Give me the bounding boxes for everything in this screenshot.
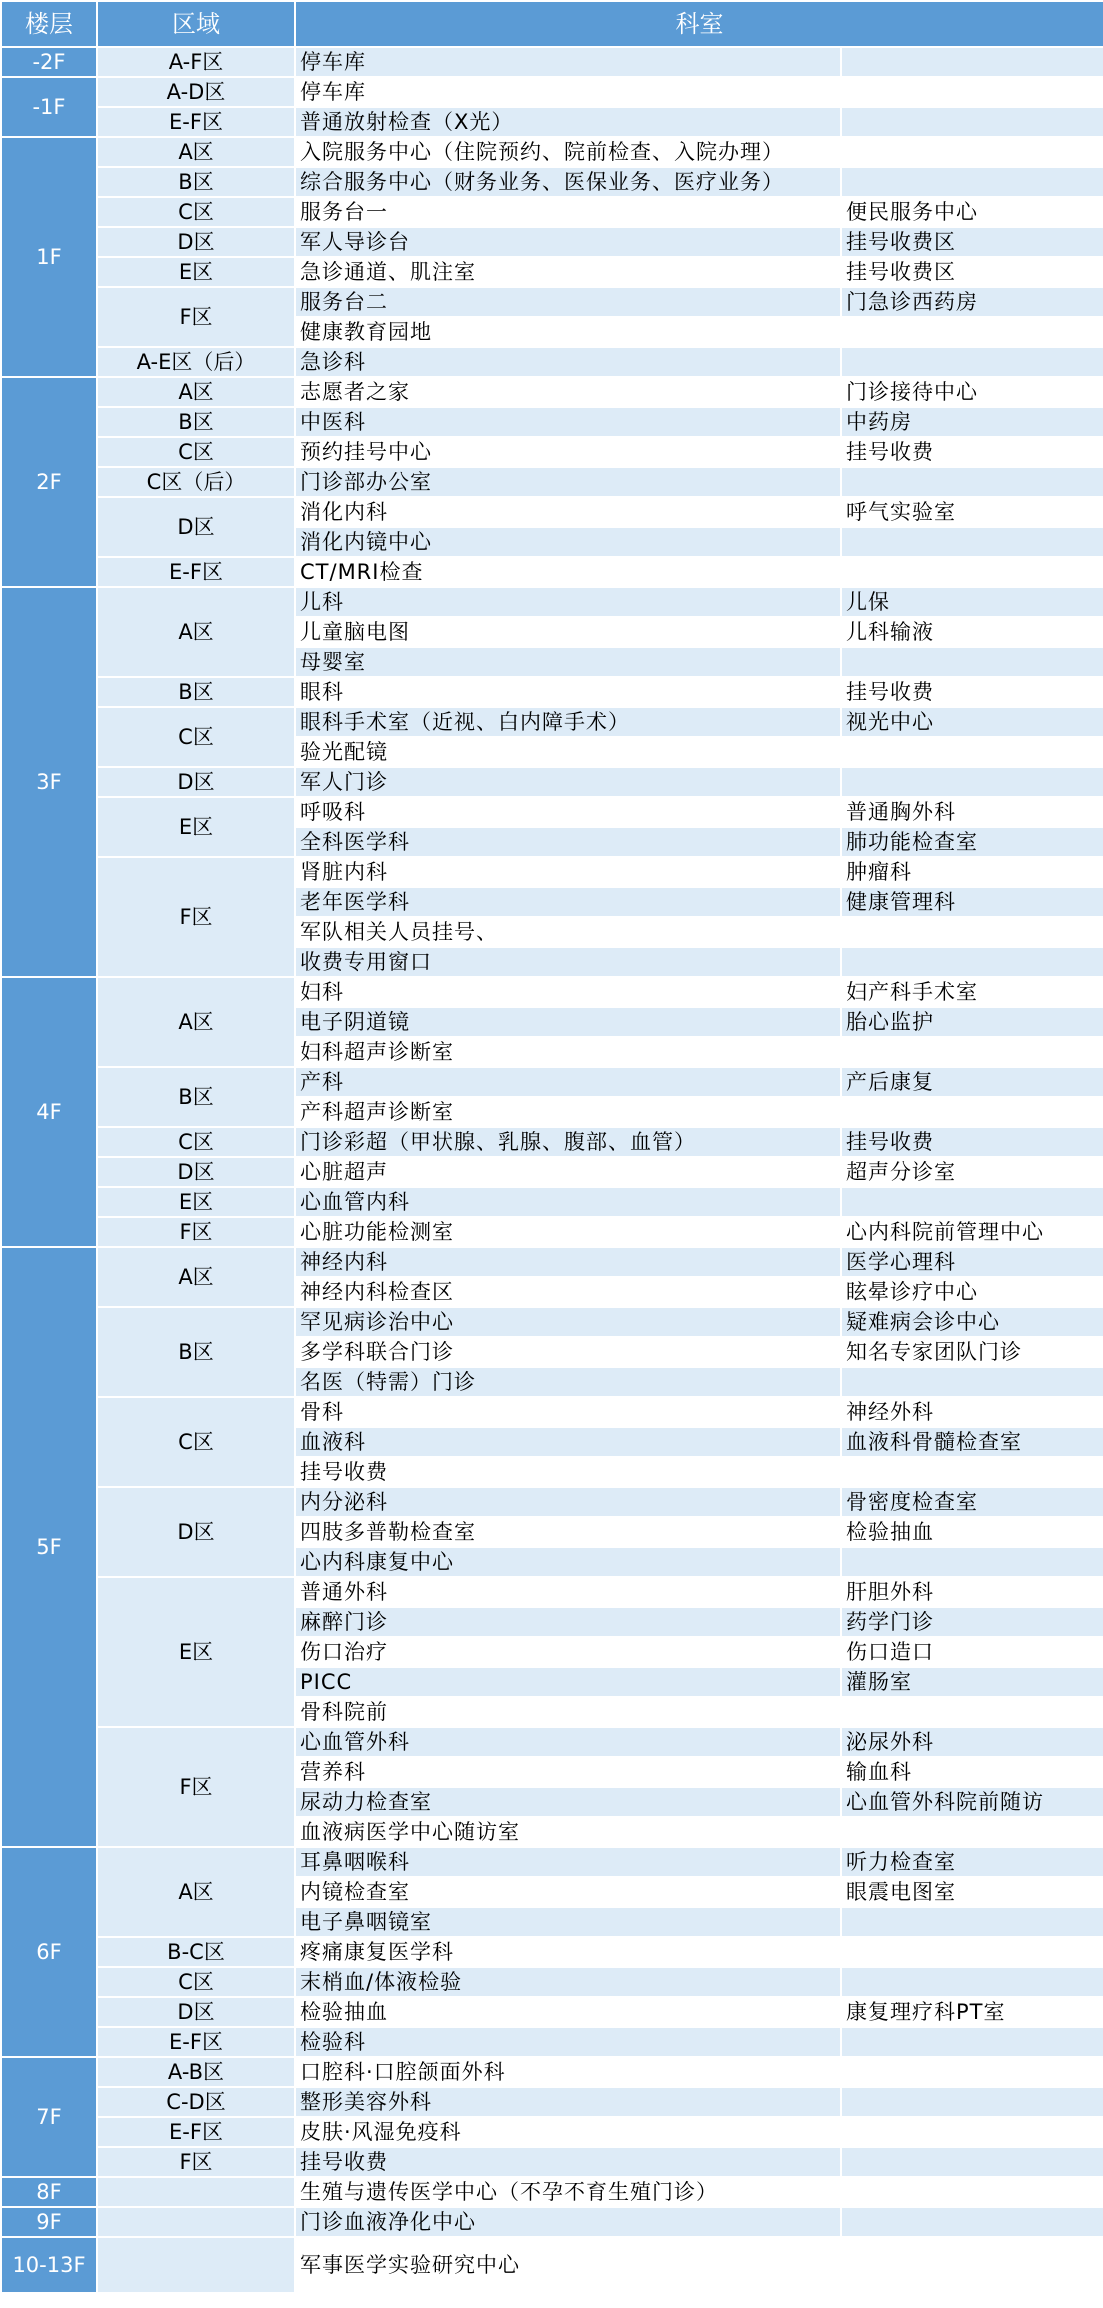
department-secondary	[841, 1097, 1103, 1127]
department-secondary: 心血管外科院前随访	[841, 1787, 1103, 1817]
department-secondary	[841, 467, 1103, 497]
department-secondary: 血液科骨髓检查室	[841, 1427, 1103, 1457]
department-secondary: 肝胆外科	[841, 1577, 1103, 1607]
department-secondary: 中药房	[841, 407, 1103, 437]
table-row	[1, 407, 1103, 437]
department-secondary: 普通胸外科	[841, 797, 1103, 827]
department-secondary: 肺功能检查室	[841, 827, 1103, 857]
department-primary: 收费专用窗口	[295, 947, 841, 977]
department-primary: 耳鼻咽喉科	[295, 1847, 841, 1877]
department-primary: 心血管外科	[295, 1727, 841, 1757]
table-row	[1, 2177, 1103, 2207]
table-row	[1, 677, 1103, 707]
department-secondary: 灌肠室	[841, 1667, 1103, 1697]
department-secondary	[841, 2117, 1103, 2147]
area-label: E区	[97, 257, 295, 287]
header-row	[1, 1, 1103, 47]
department-secondary	[841, 2087, 1103, 2117]
floor-label: 9F	[1, 2207, 97, 2237]
area-label: E区	[97, 1577, 295, 1727]
department-secondary: 输血科	[841, 1757, 1103, 1787]
department-primary: 多学科联合门诊	[295, 1337, 841, 1367]
department-primary: 眼科	[295, 677, 841, 707]
department-secondary	[841, 317, 1103, 347]
floor-label: -2F	[1, 47, 97, 77]
floor-label: 1F	[1, 137, 97, 377]
department-primary: 电子鼻咽镜室	[295, 1907, 841, 1937]
department-primary: 口腔科·口腔颌面外科	[295, 2057, 841, 2087]
table-row	[1, 557, 1103, 587]
department-secondary: 挂号收费区	[841, 257, 1103, 287]
table-row	[1, 1307, 1103, 1337]
department-primary: 儿科	[295, 587, 841, 617]
floor-label: 8F	[1, 2177, 97, 2207]
department-secondary	[841, 107, 1103, 137]
table-row	[1, 1487, 1103, 1517]
department-primary: 门诊血液净化中心	[295, 2207, 841, 2237]
area-label	[97, 2237, 295, 2293]
department-primary: 生殖与遗传医学中心（不孕不育生殖门诊）	[295, 2177, 841, 2207]
department-secondary: 伤口造口	[841, 1637, 1103, 1667]
table-row	[1, 77, 1103, 107]
department-secondary	[841, 1937, 1103, 1967]
table-row	[1, 2207, 1103, 2237]
area-label: E-F区	[97, 107, 295, 137]
department-primary: 心内科康复中心	[295, 1547, 841, 1577]
area-label: F区	[97, 287, 295, 347]
area-label: F区	[97, 857, 295, 977]
department-primary: 检验科	[295, 2027, 841, 2057]
header-floor: 楼层	[1, 1, 97, 47]
table-row	[1, 227, 1103, 257]
department-secondary	[841, 527, 1103, 557]
department-secondary	[841, 1187, 1103, 1217]
department-primary: 消化内科	[295, 497, 841, 527]
area-label: A-E区（后）	[97, 347, 295, 377]
department-secondary: 门诊接待中心	[841, 377, 1103, 407]
area-label: E区	[97, 1187, 295, 1217]
floor-label: -1F	[1, 77, 97, 137]
table-row	[1, 1727, 1103, 1757]
table-row	[1, 1847, 1103, 1877]
department-primary: 肾脏内科	[295, 857, 841, 887]
department-primary: 产科超声诊断室	[295, 1097, 841, 1127]
department-primary: 内镜检查室	[295, 1877, 841, 1907]
department-secondary: 超声分诊室	[841, 1157, 1103, 1187]
department-primary: 验光配镜	[295, 737, 841, 767]
department-secondary: 检验抽血	[841, 1517, 1103, 1547]
department-secondary	[841, 737, 1103, 767]
table-row	[1, 2027, 1103, 2057]
department-secondary	[841, 2027, 1103, 2057]
area-label: E-F区	[97, 557, 295, 587]
department-primary: 内分泌科	[295, 1487, 841, 1517]
table-row	[1, 1397, 1103, 1427]
table-row	[1, 137, 1103, 167]
department-primary: 罕见病诊治中心	[295, 1307, 841, 1337]
department-primary: 麻醉门诊	[295, 1607, 841, 1637]
floor-label: 2F	[1, 377, 97, 587]
department-secondary: 视光中心	[841, 707, 1103, 737]
department-secondary: 医学心理科	[841, 1247, 1103, 1277]
department-primary: 健康教育园地	[295, 317, 841, 347]
department-secondary	[841, 2147, 1103, 2177]
department-secondary	[841, 1547, 1103, 1577]
department-primary: 消化内镜中心	[295, 527, 841, 557]
area-label	[97, 2207, 295, 2237]
area-label: E-F区	[97, 2117, 295, 2147]
department-primary: 整形美容外科	[295, 2087, 841, 2117]
header-department: 科室	[295, 1, 1103, 47]
table-row	[1, 1217, 1103, 1247]
department-primary: 停车库	[295, 47, 841, 77]
area-label: D区	[97, 1487, 295, 1577]
department-secondary	[841, 1907, 1103, 1937]
department-secondary: 门急诊西药房	[841, 287, 1103, 317]
department-primary: 全科医学科	[295, 827, 841, 857]
department-secondary	[841, 557, 1103, 587]
department-primary: 普通放射检查（X光）	[295, 107, 841, 137]
area-label: A区	[97, 1247, 295, 1307]
department-secondary	[841, 2177, 1103, 2207]
table-row	[1, 347, 1103, 377]
department-secondary: 挂号收费	[841, 437, 1103, 467]
department-secondary: 知名专家团队门诊	[841, 1337, 1103, 1367]
area-label: A区	[97, 137, 295, 167]
department-primary: 军队相关人员挂号、	[295, 917, 841, 947]
department-primary: 眼科手术室（近视、白内障手术）	[295, 707, 841, 737]
department-secondary	[841, 77, 1103, 107]
area-label: A-F区	[97, 47, 295, 77]
header-area: 区域	[97, 1, 295, 47]
table-row	[1, 197, 1103, 227]
area-label: D区	[97, 227, 295, 257]
department-secondary: 肿瘤科	[841, 857, 1103, 887]
department-primary: 四肢多普勒检查室	[295, 1517, 841, 1547]
area-label: A-B区	[97, 2057, 295, 2087]
floor-label: 6F	[1, 1847, 97, 2057]
table-row	[1, 1067, 1103, 1097]
area-label: C区	[97, 1967, 295, 1997]
department-secondary: 儿科输液	[841, 617, 1103, 647]
area-label: D区	[97, 1157, 295, 1187]
department-secondary: 疑难病会诊中心	[841, 1307, 1103, 1337]
area-label: A区	[97, 977, 295, 1067]
department-primary: 呼吸科	[295, 797, 841, 827]
department-primary: 检验抽血	[295, 1997, 841, 2027]
department-secondary: 听力检查室	[841, 1847, 1103, 1877]
department-primary: 老年医学科	[295, 887, 841, 917]
area-label: A区	[97, 587, 295, 677]
department-secondary	[841, 1037, 1103, 1067]
table-row	[1, 107, 1103, 137]
department-secondary: 妇产科手术室	[841, 977, 1103, 1007]
table-row	[1, 2147, 1103, 2177]
area-label: A区	[97, 377, 295, 407]
department-primary: 心脏超声	[295, 1157, 841, 1187]
department-secondary	[841, 347, 1103, 377]
table-row	[1, 707, 1103, 737]
department-secondary: 健康管理科	[841, 887, 1103, 917]
department-primary: 妇科	[295, 977, 841, 1007]
area-label: C区	[97, 1397, 295, 1487]
department-primary: CT/MRI检查	[295, 557, 841, 587]
department-secondary	[841, 47, 1103, 77]
table-row	[1, 587, 1103, 617]
table-row	[1, 1967, 1103, 1997]
floor-label: 3F	[1, 587, 97, 977]
department-secondary: 眼震电图室	[841, 1877, 1103, 1907]
department-primary: 急诊科	[295, 347, 841, 377]
department-secondary	[841, 917, 1103, 947]
department-primary: 门诊部办公室	[295, 467, 841, 497]
table-row	[1, 1577, 1103, 1607]
department-secondary	[841, 767, 1103, 797]
table-row	[1, 167, 1103, 197]
department-secondary: 骨密度检查室	[841, 1487, 1103, 1517]
area-label: C区（后）	[97, 467, 295, 497]
area-label: B区	[97, 1307, 295, 1397]
table-row	[1, 287, 1103, 317]
department-primary: 停车库	[295, 77, 841, 107]
table-row	[1, 497, 1103, 527]
department-secondary: 神经外科	[841, 1397, 1103, 1427]
department-secondary: 胎心监护	[841, 1007, 1103, 1037]
department-primary: 门诊彩超（甲状腺、乳腺、腹部、血管）	[295, 1127, 841, 1157]
department-primary: 志愿者之家	[295, 377, 841, 407]
floor-label: 4F	[1, 977, 97, 1247]
directory-body	[1, 47, 1103, 2293]
department-primary: 营养科	[295, 1757, 841, 1787]
department-secondary	[841, 2057, 1103, 2087]
department-secondary	[841, 2237, 1103, 2293]
department-primary: 入院服务中心（住院预约、院前检查、入院办理）	[295, 137, 841, 167]
area-label: D区	[97, 1997, 295, 2027]
department-primary: 中医科	[295, 407, 841, 437]
department-secondary: 泌尿外科	[841, 1727, 1103, 1757]
area-label: C区	[97, 197, 295, 227]
floor-label: 5F	[1, 1247, 97, 1847]
area-label: C区	[97, 437, 295, 467]
area-label: B区	[97, 1067, 295, 1127]
department-secondary	[841, 947, 1103, 977]
area-label: B区	[97, 167, 295, 197]
department-secondary	[841, 647, 1103, 677]
area-label: F区	[97, 2147, 295, 2177]
table-row	[1, 1997, 1103, 2027]
table-row	[1, 437, 1103, 467]
department-primary: 儿童脑电图	[295, 617, 841, 647]
department-secondary: 儿保	[841, 587, 1103, 617]
table-row	[1, 1937, 1103, 1967]
table-row	[1, 1247, 1103, 1277]
department-primary: 骨科	[295, 1397, 841, 1427]
table-row	[1, 1127, 1103, 1157]
department-primary: 名医（特需）门诊	[295, 1367, 841, 1397]
area-label: D区	[97, 767, 295, 797]
department-primary: 急诊通道、肌注室	[295, 257, 841, 287]
department-primary: 电子阴道镜	[295, 1007, 841, 1037]
table-row	[1, 47, 1103, 77]
table-row	[1, 2057, 1103, 2087]
department-primary: 血液科	[295, 1427, 841, 1457]
department-primary: 疼痛康复医学科	[295, 1937, 841, 1967]
table-row	[1, 2087, 1103, 2117]
table-row	[1, 857, 1103, 887]
floor-label: 10-13F	[1, 2237, 97, 2293]
department-primary: 军人门诊	[295, 767, 841, 797]
department-secondary	[841, 137, 1103, 167]
department-secondary	[841, 1967, 1103, 1997]
table-row	[1, 377, 1103, 407]
department-secondary: 药学门诊	[841, 1607, 1103, 1637]
area-label: C-D区	[97, 2087, 295, 2117]
department-primary: 神经内科	[295, 1247, 841, 1277]
area-label: B区	[97, 677, 295, 707]
department-secondary: 挂号收费区	[841, 227, 1103, 257]
area-label: F区	[97, 1727, 295, 1847]
table-row	[1, 1187, 1103, 1217]
department-secondary: 心内科院前管理中心	[841, 1217, 1103, 1247]
department-primary: 末梢血/体液检验	[295, 1967, 841, 1997]
area-label	[97, 2177, 295, 2207]
area-label: C区	[97, 707, 295, 767]
department-primary: 军事医学实验研究中心	[295, 2237, 841, 2293]
department-secondary: 眩晕诊疗中心	[841, 1277, 1103, 1307]
department-secondary	[841, 1367, 1103, 1397]
department-primary: 挂号收费	[295, 2147, 841, 2177]
department-primary: 产科	[295, 1067, 841, 1097]
department-primary: 伤口治疗	[295, 1637, 841, 1667]
department-secondary: 康复理疗科PT室	[841, 1997, 1103, 2027]
department-primary: 皮肤·风湿免疫科	[295, 2117, 841, 2147]
department-primary: 母婴室	[295, 647, 841, 677]
area-label: B-C区	[97, 1937, 295, 1967]
area-label: C区	[97, 1127, 295, 1157]
department-secondary: 便民服务中心	[841, 197, 1103, 227]
department-primary: 血液病医学中心随访室	[295, 1817, 841, 1847]
department-primary: 妇科超声诊断室	[295, 1037, 841, 1067]
department-primary: 心脏功能检测室	[295, 1217, 841, 1247]
department-secondary: 产后康复	[841, 1067, 1103, 1097]
area-label: E区	[97, 797, 295, 857]
table-row	[1, 1157, 1103, 1187]
table-row	[1, 257, 1103, 287]
area-label: E-F区	[97, 2027, 295, 2057]
area-label: D区	[97, 497, 295, 557]
floor-label: 7F	[1, 2057, 97, 2177]
table-row	[1, 467, 1103, 497]
department-secondary: 挂号收费	[841, 677, 1103, 707]
department-secondary	[841, 1697, 1103, 1727]
department-secondary: 呼气实验室	[841, 497, 1103, 527]
table-row	[1, 2237, 1103, 2293]
department-secondary	[841, 2207, 1103, 2237]
department-primary: 服务台二	[295, 287, 841, 317]
department-primary: PICC	[295, 1667, 841, 1697]
table-row	[1, 767, 1103, 797]
table-row	[1, 2117, 1103, 2147]
department-secondary	[841, 1457, 1103, 1487]
table-row	[1, 977, 1103, 1007]
department-secondary: 挂号收费	[841, 1127, 1103, 1157]
table-row	[1, 797, 1103, 827]
area-label: A区	[97, 1847, 295, 1937]
department-primary: 神经内科检查区	[295, 1277, 841, 1307]
department-primary: 预约挂号中心	[295, 437, 841, 467]
department-primary: 心血管内科	[295, 1187, 841, 1217]
department-primary: 骨科院前	[295, 1697, 841, 1727]
department-secondary	[841, 1817, 1103, 1847]
department-primary: 综合服务中心（财务业务、医保业务、医疗业务）	[295, 167, 841, 197]
department-primary: 服务台一	[295, 197, 841, 227]
department-primary: 普通外科	[295, 1577, 841, 1607]
department-primary: 尿动力检查室	[295, 1787, 841, 1817]
area-label: F区	[97, 1217, 295, 1247]
department-secondary	[841, 167, 1103, 197]
department-primary: 军人导诊台	[295, 227, 841, 257]
area-label: B区	[97, 407, 295, 437]
area-label: A-D区	[97, 77, 295, 107]
department-primary: 挂号收费	[295, 1457, 841, 1487]
